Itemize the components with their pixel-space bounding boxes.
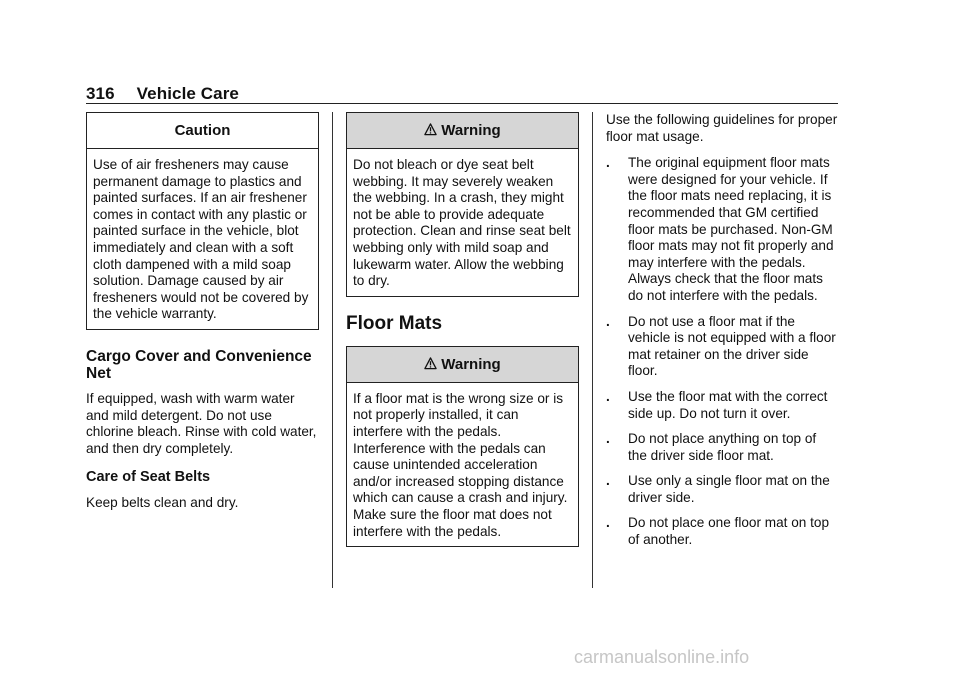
page-header <box>86 84 239 104</box>
warning-text: If a floor mat is the wrong size or is not properly installed, it can interfere with the pedals. Interference with the pedals can cause unintended acceleration and/or increased stopping distance which can cause a crash and injury. Make sure the floor mat does not interfere with the pedals. <box>353 390 568 539</box>
caution-title: Caution <box>87 113 318 149</box>
column-divider-2 <box>592 112 593 588</box>
bullet-symbol: . <box>606 155 610 171</box>
warning-text: Do not bleach or dye seat belt webbing. It may severely weaken the webbing. In a crash, they might not be able to provide adequate protection. Clean and rinse seat belt webbing only with mild soap and lukewarm water. Allow the webbing to dry. <box>353 157 571 289</box>
list-item: . Use the floor mat with the correct side up. Do not turn it over. <box>606 388 828 421</box>
cargo-text: If equipped, wash with warm water and mild detergent. Do not use chlorine bleach. Rinse with cold water, and then dry completely. <box>86 390 317 456</box>
seat-belts-heading: Care of Seat Belts <box>86 469 211 486</box>
bullet-symbol: . <box>606 313 610 329</box>
list-item: . The original equipment floor mats were designed for your vehicle. If the floor mats need replacing, it is recommended that GM certified floor mats be purchased. Non-GM floor mats may not fit properly and may interfere with the pedals. Always check that the floor mats do not interfere with the pedals. <box>606 155 834 303</box>
list-item: . Do not use a floor mat if the vehicle is not equipped with a floor mat retainer on the driver side floor. <box>606 313 836 379</box>
warning-header <box>347 113 578 149</box>
warning-title: Warning <box>441 122 501 139</box>
bullet-symbol: . <box>606 388 610 404</box>
warning-header <box>347 347 578 383</box>
warning-title: Warning <box>441 355 501 373</box>
column-2 <box>346 112 579 547</box>
warning-icon <box>424 123 437 136</box>
page-number: 316 <box>86 84 115 103</box>
list-item: . Use only a single floor mat on the driver side. <box>606 473 830 505</box>
list-item: . Do not place one floor mat on top of another. <box>606 515 830 548</box>
warning-box-seat-belts <box>346 112 579 297</box>
caution-box <box>86 112 319 330</box>
column-divider-1 <box>332 112 333 588</box>
seat-belts-text: Keep belts clean and dry. <box>86 495 239 511</box>
warning-icon <box>424 357 437 370</box>
header-rule <box>86 103 838 104</box>
bullet-symbol: . <box>606 431 610 447</box>
warning-box-floor-mats <box>346 346 579 547</box>
bullet-symbol: . <box>606 473 610 489</box>
section-title: Vehicle Care <box>136 84 239 103</box>
floor-mat-guidelines <box>606 155 838 548</box>
caution-text: Use of air fresheners may cause permanent damage to plastics and painted surfaces. If an air freshener comes in contact with any plastic or painted surface in the vehicle, blot immediately and clean with a soft cloth dampened with a mild soap solution. Damage caused by air fresheners would not be covered by the vehicle warranty. <box>93 157 309 322</box>
floor-mats-heading: Floor Mats <box>346 312 443 334</box>
bullet-symbol: . <box>606 515 610 531</box>
column-3 <box>606 112 838 558</box>
column-1 <box>86 112 319 512</box>
cargo-heading: Cargo Cover and Convenience Net <box>86 347 312 382</box>
watermark: carmanualsonline.info <box>574 647 750 667</box>
floor-mats-intro: Use the following guidelines for proper floor mat usage. <box>606 112 838 144</box>
list-item: . Do not place anything on top of the driver side floor mat. <box>606 431 817 463</box>
